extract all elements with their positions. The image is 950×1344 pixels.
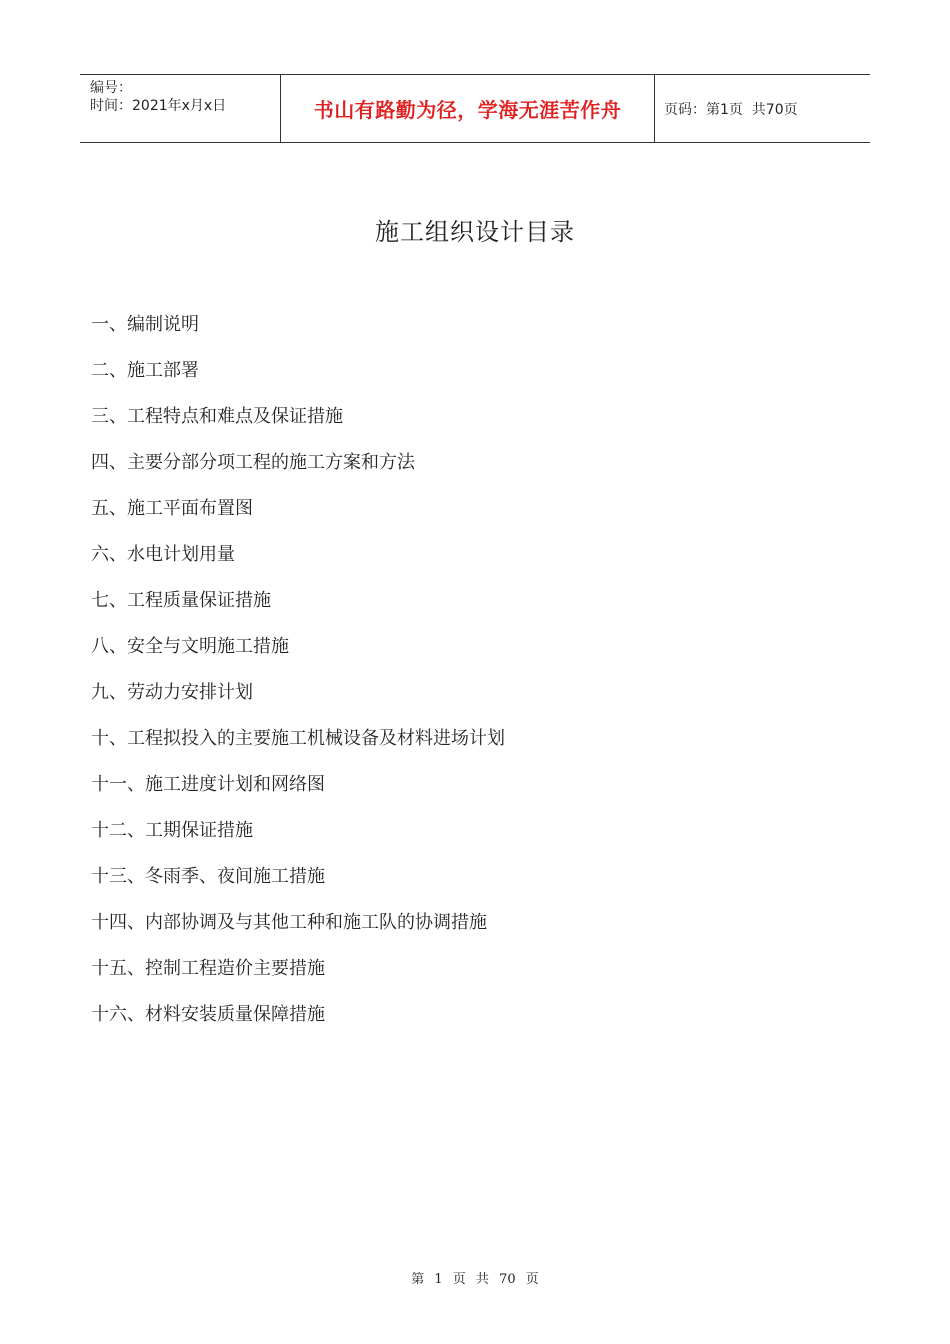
toc-item: 六、水电计划用量 xyxy=(91,544,235,565)
page-header xyxy=(80,74,870,143)
toc-item: 四、主要分部分项工程的施工方案和方法 xyxy=(91,452,415,473)
header-meta xyxy=(80,75,281,142)
toc-item: 十二、工期保证措施 xyxy=(91,820,253,841)
toc-item: 十六、材料安装质量保障措施 xyxy=(91,1004,325,1025)
toc-item: 七、工程质量保证措施 xyxy=(91,590,271,611)
toc-item: 十、工程拟投入的主要施工机械设备及材料进场计划 xyxy=(91,728,505,749)
toc-item: 五、施工平面布置图 xyxy=(91,498,253,519)
toc-item: 一、编制说明 xyxy=(91,314,199,335)
toc-item: 三、工程特点和难点及保证措施 xyxy=(91,406,343,427)
code-label: 编号： xyxy=(90,80,132,96)
header-page-info xyxy=(655,75,870,142)
toc-item: 八、安全与文明施工措施 xyxy=(91,636,289,657)
toc-item: 十一、施工进度计划和网络图 xyxy=(91,774,325,795)
document-title: 施工组织设计目录 xyxy=(375,218,575,246)
time-label: 时间：2021年x月x日 xyxy=(90,98,227,114)
toc-item: 九、劳动力安排计划 xyxy=(91,682,253,703)
page-label: 页码：第1页 共70页 xyxy=(664,101,798,118)
table-of-contents xyxy=(91,312,505,1048)
toc-item: 十五、控制工程造价主要措施 xyxy=(91,958,325,979)
toc-item: 十三、冬雨季、夜间施工措施 xyxy=(91,866,325,887)
header-motto: 书山有路勤为径，学海无涯苦作舟 xyxy=(281,75,655,142)
page-footer: 第 1 页 共 70 页 xyxy=(411,1272,539,1287)
toc-item: 二、施工部署 xyxy=(91,360,199,381)
toc-item: 十四、内部协调及与其他工种和施工队的协调措施 xyxy=(91,912,487,933)
